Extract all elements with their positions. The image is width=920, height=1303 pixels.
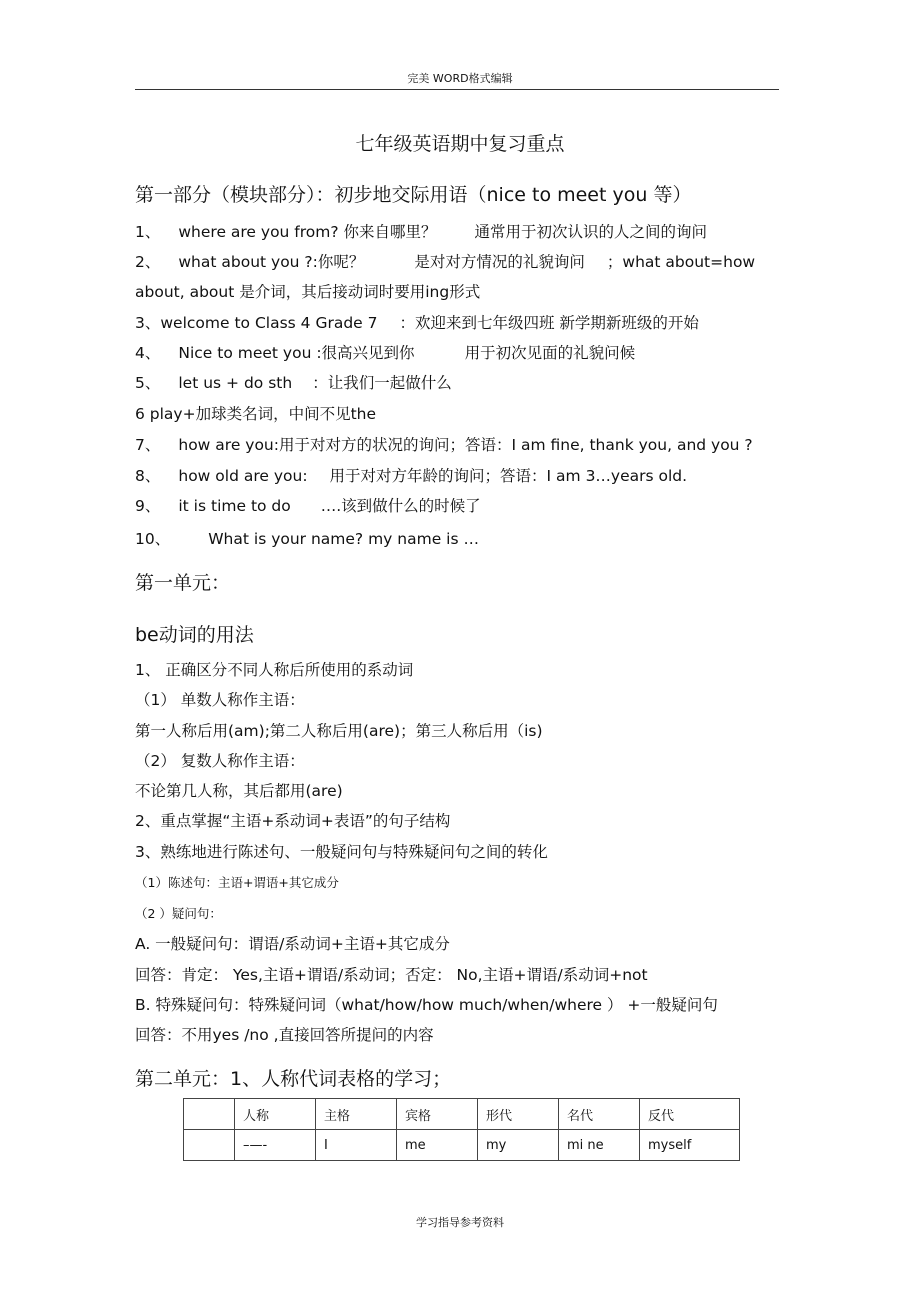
- unit1-line: 回答：肯定： Yes,主语+谓语/系动词；否定： No,主语+谓语/系动词+not: [135, 966, 648, 984]
- part1-item-2: 2、 what about you ?:你呢？ 是对对方情况的礼貌询问 ；what about=how: [135, 253, 756, 271]
- table-cell: mi ne: [559, 1130, 640, 1161]
- table-row: [184, 1130, 740, 1161]
- header-rule: [135, 89, 779, 90]
- table-cell: 宾格: [397, 1099, 478, 1130]
- unit1-subheading: be动词的用法: [135, 624, 254, 646]
- unit1-line: 第一人称后用(am);第二人称后用(are)；第三人称后用（is): [135, 722, 543, 740]
- unit1-line: 1、 正确区分不同人称后所使用的系动词: [135, 661, 414, 679]
- part1-item-9: 9、 it is time to do ….该到做什么的时候了: [135, 497, 481, 515]
- table-cell: 主格: [316, 1099, 397, 1130]
- unit2-heading: 第二单元：1、人称代词表格的学习；: [135, 1068, 452, 1090]
- pronoun-table: [183, 1098, 740, 1161]
- unit1-line: 3、熟练地进行陈述句、一般疑问句与特殊疑问句之间的转化: [135, 843, 548, 861]
- table-cell: I: [316, 1130, 397, 1161]
- table-cell: 人称: [235, 1099, 316, 1130]
- part1-item-8: 8、 how old are you: 用于对对方年龄的询问；答语：I am 3…years old.: [135, 467, 688, 485]
- table-cell: me: [397, 1130, 478, 1161]
- unit1-line: （1） 单数人称作主语：: [135, 691, 305, 709]
- unit1-line: （1）陈述句：主语+谓语+其它成分: [135, 875, 339, 890]
- unit1-line: （2 ）疑问句：: [135, 906, 222, 921]
- part1-item-3: 3、welcome to Class 4 Grade 7 ：欢迎来到七年级四班 新学期新班级的开始: [135, 314, 699, 332]
- table-cell: [184, 1099, 235, 1130]
- table-header-row: [184, 1099, 740, 1130]
- unit1-line: A. 一般疑问句：谓语/系动词+主语+其它成分: [135, 935, 450, 953]
- unit1-line: B. 特殊疑问句：特殊疑问词（what/how/how much/when/where ） +一般疑问句: [135, 996, 718, 1014]
- page-footer: 学习指导参考资料: [416, 1216, 504, 1229]
- part1-item-10: 10、 What is your name? my name is …: [135, 530, 479, 548]
- part1-item-4: 4、 Nice to meet you :很高兴见到你 用于初次见面的礼貌问候: [135, 344, 636, 362]
- unit1-heading: 第一单元：: [135, 572, 231, 594]
- table-cell: 名代: [559, 1099, 640, 1130]
- table-cell: [184, 1130, 235, 1161]
- part1-heading: 第一部分（模块部分）：初步地交际用语（nice to meet you 等）: [135, 184, 692, 206]
- unit1-line: 不论第几人称，其后都用(are): [135, 782, 343, 800]
- unit1-line: （2） 复数人称作主语：: [135, 752, 305, 770]
- part1-item-5: 5、 let us + do sth ：让我们一起做什么: [135, 374, 452, 392]
- page-header: 完美 WORD格式编辑: [407, 72, 513, 85]
- part1-item-1: 1、 where are you from? 你来自哪里？ 通常用于初次认识的人之间的询问: [135, 223, 708, 241]
- unit1-line: 回答：不用yes /no ,直接回答所提问的内容: [135, 1026, 434, 1044]
- part1-item-2-continued: about, about 是介词，其后接动词时要用ing形式: [135, 283, 481, 301]
- table-cell: –—-: [235, 1130, 316, 1161]
- document-title: 七年级英语期中复习重点: [355, 133, 565, 155]
- table-cell: myself: [640, 1130, 740, 1161]
- part1-item-7: 7、 how are you:用于对对方的状况的询问；答语：I am fine, thank you, and you ?: [135, 436, 753, 454]
- table-cell: my: [478, 1130, 559, 1161]
- table-cell: 形代: [478, 1099, 559, 1130]
- unit1-line: 2、重点掌握“主语+系动词+表语”的句子结构: [135, 812, 451, 830]
- table-cell: 反代: [640, 1099, 740, 1130]
- part1-item-6: 6 play+加球类名词，中间不见the: [135, 405, 377, 423]
